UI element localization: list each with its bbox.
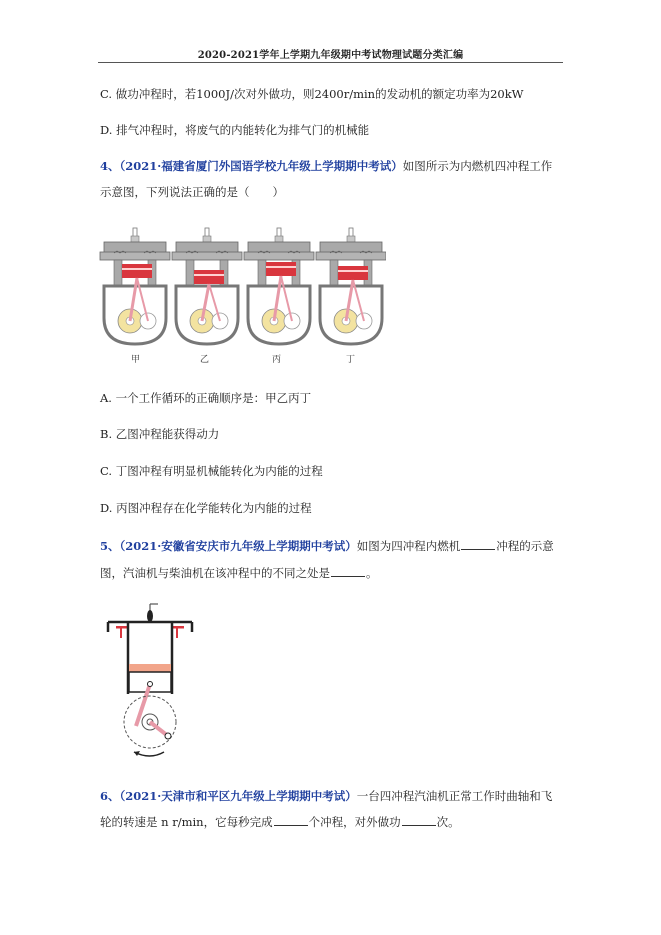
four-stroke-diagram	[96, 226, 386, 350]
q5-stem-2a: 图，汽油机与柴油机在该冲程中的不同之处是	[100, 566, 330, 580]
q6-stem-2c: 次。	[436, 815, 460, 829]
q5-blank-2	[331, 565, 365, 577]
engine-bing-icon	[244, 228, 314, 344]
caption-jia: 甲	[131, 355, 141, 365]
q6-stem-2a: 轮的转速是 n r/min，它每秒完成	[100, 815, 273, 829]
caption-ding: 丁	[346, 355, 356, 365]
q6-stem-line-1	[100, 788, 552, 804]
engine-stroke-diagram	[106, 602, 196, 762]
q5-stem-2b: 。	[366, 566, 378, 580]
q4-number: 4、	[100, 159, 120, 173]
q5-source: （2021·安徽省安庆市九年级上学期期中考试）	[119, 539, 357, 553]
q6-source: （2021·天津市和平区九年级上学期期中考试）	[119, 789, 357, 803]
caption-bing: 丙	[272, 355, 282, 365]
engine-ding-icon	[316, 228, 386, 344]
q6-number: 6、	[100, 789, 120, 803]
page-header: 2020-2021学年上学期九年级期中考试物理试题分类汇编	[197, 50, 464, 61]
q6-blank-2	[402, 814, 436, 826]
q5-stem-1b: 冲程的示意	[496, 539, 554, 553]
q5-stem-line-1	[100, 538, 554, 554]
q6-stem-2b: 个冲程，对外做功	[308, 815, 401, 829]
q4-stem-line-1	[100, 158, 552, 174]
q6-stem-1: 一台四冲程汽油机正常工作时曲轴和飞	[356, 789, 553, 803]
caption-yi: 乙	[200, 355, 210, 365]
q5-stem-1a: 如图为四冲程内燃机	[356, 539, 461, 553]
q4-stem-line-2: 示意图，下列说法正确的是（ ）	[100, 185, 284, 199]
q4-stem-1: 如图所示为内燃机四冲程工作	[402, 159, 553, 173]
q5-number: 5、	[100, 539, 120, 553]
engine-yi-icon	[172, 228, 242, 344]
q4-option-c: C. 丁图冲程有明显机械能转化为内能的过程	[100, 464, 323, 478]
q4-option-b: B. 乙图冲程能获得动力	[100, 427, 220, 441]
q6-stem-line-2	[100, 814, 460, 830]
q4-option-a: A. 一个工作循环的正确顺序是：甲乙丙丁	[100, 391, 312, 405]
q3-option-c: C. 做功冲程时，若1000J/次对外做功，则2400r/min的发动机的额定功率为20kW	[100, 87, 524, 101]
engine-jia-icon	[100, 228, 170, 344]
q6-blank-1	[274, 814, 308, 826]
header-rule	[98, 62, 563, 63]
q3-option-d: D. 排气冲程时，将废气的内能转化为排气门的机械能	[100, 123, 370, 137]
q5-stem-line-2	[100, 565, 378, 581]
q4-option-d: D. 丙图冲程存在化学能转化为内能的过程	[100, 501, 312, 515]
q4-source: （2021·福建省厦门外国语学校九年级上学期期中考试）	[119, 159, 403, 173]
q5-blank-1	[461, 538, 495, 550]
